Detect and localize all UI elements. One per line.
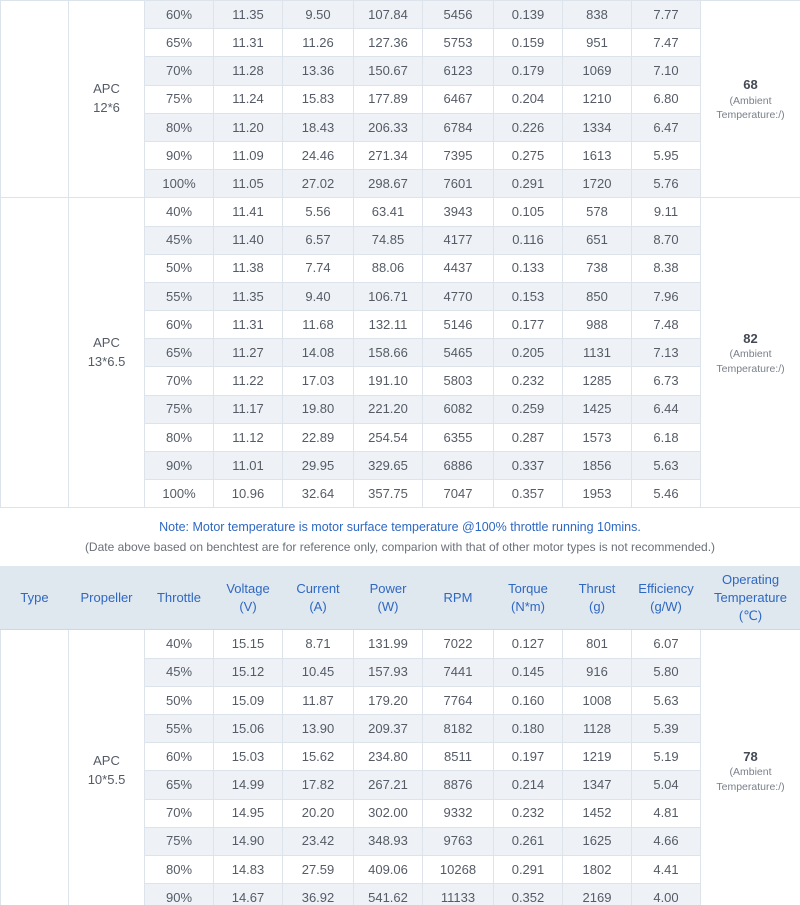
thrust-cell: 1613 <box>563 141 632 169</box>
throttle-cell: 40% <box>145 198 214 226</box>
throttle-cell: 70% <box>145 57 214 85</box>
throttle-cell: 90% <box>145 884 214 905</box>
header-operating-temperature <box>701 567 800 630</box>
power-cell: 234.80 <box>354 743 423 771</box>
thrust-cell: 738 <box>563 254 632 282</box>
power-cell: 267.21 <box>354 771 423 799</box>
current-cell: 9.40 <box>283 282 354 310</box>
throttle-cell: 75% <box>145 827 214 855</box>
torque-cell: 0.205 <box>494 339 563 367</box>
torque-cell: 0.153 <box>494 282 563 310</box>
propeller-cell <box>69 630 145 905</box>
rpm-cell: 9763 <box>423 827 494 855</box>
voltage-cell: 11.05 <box>214 170 283 198</box>
efficiency-cell: 5.80 <box>632 658 701 686</box>
voltage-cell: 15.06 <box>214 714 283 742</box>
torque-cell: 0.105 <box>494 198 563 226</box>
efficiency-cell: 4.41 <box>632 855 701 883</box>
thrust-cell: 801 <box>563 630 632 658</box>
rpm-cell: 6467 <box>423 85 494 113</box>
propeller-label: 10*5.5 <box>87 771 126 787</box>
rpm-cell: 6082 <box>423 395 494 423</box>
efficiency-cell: 7.13 <box>632 339 701 367</box>
power-cell: 63.41 <box>354 198 423 226</box>
rpm-cell: 4177 <box>423 226 494 254</box>
rpm-cell: 5465 <box>423 339 494 367</box>
efficiency-cell: 5.63 <box>632 452 701 480</box>
torque-cell: 0.139 <box>494 1 563 29</box>
thrust-cell: 1069 <box>563 57 632 85</box>
header-label: Voltage <box>226 581 270 597</box>
voltage-cell: 14.95 <box>214 799 283 827</box>
throttle-cell: 60% <box>145 743 214 771</box>
power-cell: 150.67 <box>354 57 423 85</box>
temperature-note: (Ambient <box>729 348 772 361</box>
header-voltage <box>214 567 283 630</box>
current-cell: 17.03 <box>283 367 354 395</box>
rpm-cell: 5456 <box>423 1 494 29</box>
current-cell: 5.56 <box>283 198 354 226</box>
thrust-cell: 838 <box>563 1 632 29</box>
torque-cell: 0.179 <box>494 57 563 85</box>
throttle-cell: 70% <box>145 799 214 827</box>
test-data-table-bottom <box>0 566 800 905</box>
power-cell: 131.99 <box>354 630 423 658</box>
torque-cell: 0.337 <box>494 452 563 480</box>
voltage-cell: 11.20 <box>214 113 283 141</box>
voltage-cell: 11.27 <box>214 339 283 367</box>
rpm-cell: 6886 <box>423 452 494 480</box>
current-cell: 27.59 <box>283 855 354 883</box>
current-cell: 24.46 <box>283 141 354 169</box>
efficiency-cell: 7.48 <box>632 311 701 339</box>
efficiency-cell: 6.80 <box>632 85 701 113</box>
temperature-note: (Ambient <box>729 94 772 107</box>
voltage-cell: 14.67 <box>214 884 283 905</box>
efficiency-cell: 5.04 <box>632 771 701 799</box>
power-cell: 329.65 <box>354 452 423 480</box>
throttle-cell: 50% <box>145 686 214 714</box>
operating-temperature-cell <box>701 1 800 198</box>
header-label: (A) <box>309 599 327 615</box>
efficiency-cell: 7.77 <box>632 1 701 29</box>
table-row <box>1 198 800 226</box>
header-efficiency <box>632 567 701 630</box>
torque-cell: 0.261 <box>494 827 563 855</box>
power-cell: 127.36 <box>354 29 423 57</box>
throttle-cell: 80% <box>145 423 214 451</box>
power-cell: 191.10 <box>354 367 423 395</box>
efficiency-cell: 7.47 <box>632 29 701 57</box>
rpm-cell: 7022 <box>423 630 494 658</box>
power-cell: 348.93 <box>354 827 423 855</box>
current-cell: 15.83 <box>283 85 354 113</box>
efficiency-cell: 5.19 <box>632 743 701 771</box>
voltage-cell: 11.41 <box>214 198 283 226</box>
type-cell <box>1 630 69 905</box>
power-cell: 209.37 <box>354 714 423 742</box>
thrust-cell: 1131 <box>563 339 632 367</box>
efficiency-cell: 5.76 <box>632 170 701 198</box>
rpm-cell: 9332 <box>423 799 494 827</box>
header-label: Thrust <box>578 581 616 597</box>
temperature-value: 68 <box>743 77 758 93</box>
torque-cell: 0.145 <box>494 658 563 686</box>
header-current <box>283 567 354 630</box>
efficiency-cell: 5.63 <box>632 686 701 714</box>
rpm-cell: 6784 <box>423 113 494 141</box>
header-label: Type <box>20 590 49 606</box>
efficiency-cell: 5.46 <box>632 480 701 508</box>
voltage-cell: 11.28 <box>214 57 283 85</box>
power-cell: 74.85 <box>354 226 423 254</box>
power-cell: 206.33 <box>354 113 423 141</box>
header-label: Power <box>369 581 407 597</box>
propeller-label: APC <box>93 81 120 97</box>
header-throttle <box>145 567 214 630</box>
temperature-note: Temperature:/) <box>716 780 785 793</box>
current-cell: 32.64 <box>283 480 354 508</box>
voltage-cell: 15.03 <box>214 743 283 771</box>
throttle-cell: 80% <box>145 113 214 141</box>
rpm-cell: 7395 <box>423 141 494 169</box>
power-cell: 157.93 <box>354 658 423 686</box>
header-label: (N*m) <box>511 599 545 615</box>
thrust-cell: 1128 <box>563 714 632 742</box>
thrust-cell: 951 <box>563 29 632 57</box>
rpm-cell: 6123 <box>423 57 494 85</box>
temperature-note: Temperature:/) <box>716 108 785 121</box>
voltage-cell: 11.31 <box>214 29 283 57</box>
torque-cell: 0.127 <box>494 630 563 658</box>
rpm-cell: 8182 <box>423 714 494 742</box>
rpm-cell: 7601 <box>423 170 494 198</box>
throttle-cell: 65% <box>145 771 214 799</box>
section2-body <box>1 630 800 905</box>
efficiency-cell: 8.38 <box>632 254 701 282</box>
efficiency-cell: 4.81 <box>632 799 701 827</box>
throttle-cell: 55% <box>145 282 214 310</box>
rpm-cell: 10268 <box>423 855 494 883</box>
torque-cell: 0.180 <box>494 714 563 742</box>
voltage-cell: 11.38 <box>214 254 283 282</box>
header-label: (g/W) <box>650 599 682 615</box>
throttle-cell: 100% <box>145 480 214 508</box>
current-cell: 7.74 <box>283 254 354 282</box>
header-label: Torque <box>508 581 548 597</box>
torque-cell: 0.159 <box>494 29 563 57</box>
thrust-cell: 1802 <box>563 855 632 883</box>
voltage-cell: 15.12 <box>214 658 283 686</box>
current-cell: 8.71 <box>283 630 354 658</box>
current-cell: 36.92 <box>283 884 354 905</box>
rpm-cell: 3943 <box>423 198 494 226</box>
current-cell: 11.68 <box>283 311 354 339</box>
thrust-cell: 1425 <box>563 395 632 423</box>
rpm-cell: 6355 <box>423 423 494 451</box>
note-block <box>0 508 800 566</box>
operating-temperature-cell <box>701 630 800 905</box>
throttle-cell: 90% <box>145 141 214 169</box>
efficiency-cell: 5.39 <box>632 714 701 742</box>
throttle-cell: 100% <box>145 170 214 198</box>
thrust-cell: 1210 <box>563 85 632 113</box>
torque-cell: 0.275 <box>494 141 563 169</box>
torque-cell: 0.291 <box>494 855 563 883</box>
current-cell: 20.20 <box>283 799 354 827</box>
current-cell: 11.26 <box>283 29 354 57</box>
table-row <box>1 630 800 658</box>
throttle-cell: 55% <box>145 714 214 742</box>
voltage-cell: 10.96 <box>214 480 283 508</box>
current-cell: 17.82 <box>283 771 354 799</box>
rpm-cell: 8876 <box>423 771 494 799</box>
temperature-value: 82 <box>743 330 758 346</box>
current-cell: 10.45 <box>283 658 354 686</box>
header-rpm <box>423 567 494 630</box>
note-main: Note: Motor temperature is motor surface temperature @100% throttle running 10mins. <box>159 520 641 535</box>
thrust-cell: 1856 <box>563 452 632 480</box>
current-cell: 9.50 <box>283 1 354 29</box>
throttle-cell: 75% <box>145 85 214 113</box>
voltage-cell: 14.99 <box>214 771 283 799</box>
temperature-value: 78 <box>743 748 758 764</box>
power-cell: 107.84 <box>354 1 423 29</box>
note-sub: (Date above based on benchtest are for reference only, comparion with that of other motor types is not recommended.) <box>84 540 716 555</box>
power-cell: 541.62 <box>354 884 423 905</box>
propeller-label: APC <box>93 335 120 350</box>
throttle-cell: 45% <box>145 658 214 686</box>
throttle-cell: 40% <box>145 630 214 658</box>
thrust-cell: 1285 <box>563 367 632 395</box>
voltage-cell: 14.90 <box>214 827 283 855</box>
header-type <box>1 567 69 630</box>
current-cell: 15.62 <box>283 743 354 771</box>
thrust-cell: 1720 <box>563 170 632 198</box>
temperature-note: Temperature:/) <box>716 362 785 375</box>
throttle-cell: 65% <box>145 29 214 57</box>
voltage-cell: 11.22 <box>214 367 283 395</box>
propeller-cell <box>69 1 145 198</box>
type-cell <box>1 1 69 198</box>
propeller-label: APC <box>93 752 120 768</box>
torque-cell: 0.214 <box>494 771 563 799</box>
temperature-note: (Ambient <box>729 766 772 779</box>
header-label: (V) <box>239 599 257 615</box>
table-header-row <box>1 567 800 630</box>
header-thrust <box>563 567 632 630</box>
power-cell: 132.11 <box>354 311 423 339</box>
header-label: Current <box>296 581 340 597</box>
power-cell: 221.20 <box>354 395 423 423</box>
type-cell <box>1 198 69 508</box>
voltage-cell: 14.83 <box>214 855 283 883</box>
thrust-cell: 2169 <box>563 884 632 905</box>
voltage-cell: 11.35 <box>214 282 283 310</box>
power-cell: 106.71 <box>354 282 423 310</box>
throttle-cell: 45% <box>145 226 214 254</box>
efficiency-cell: 4.00 <box>632 884 701 905</box>
rpm-cell: 7441 <box>423 658 494 686</box>
power-cell: 409.06 <box>354 855 423 883</box>
torque-cell: 0.177 <box>494 311 563 339</box>
voltage-cell: 11.40 <box>214 226 283 254</box>
voltage-cell: 11.24 <box>214 85 283 113</box>
thrust-cell: 1219 <box>563 743 632 771</box>
current-cell: 23.42 <box>283 827 354 855</box>
power-cell: 357.75 <box>354 480 423 508</box>
efficiency-cell: 5.95 <box>632 141 701 169</box>
torque-cell: 0.232 <box>494 367 563 395</box>
torque-cell: 0.259 <box>494 395 563 423</box>
power-cell: 179.20 <box>354 686 423 714</box>
torque-cell: 0.160 <box>494 686 563 714</box>
rpm-cell: 8511 <box>423 743 494 771</box>
torque-cell: 0.226 <box>494 113 563 141</box>
thrust-cell: 1334 <box>563 113 632 141</box>
header-label: (g) <box>589 599 605 615</box>
voltage-cell: 11.31 <box>214 311 283 339</box>
torque-cell: 0.133 <box>494 254 563 282</box>
thrust-cell: 916 <box>563 658 632 686</box>
rpm-cell: 7764 <box>423 686 494 714</box>
voltage-cell: 11.09 <box>214 141 283 169</box>
current-cell: 18.43 <box>283 113 354 141</box>
efficiency-cell: 7.96 <box>632 282 701 310</box>
efficiency-cell: 6.18 <box>632 423 701 451</box>
operating-temperature-cell <box>701 198 800 508</box>
power-cell: 177.89 <box>354 85 423 113</box>
rpm-cell: 11133 <box>423 884 494 905</box>
rpm-cell: 5803 <box>423 367 494 395</box>
propeller-label: 12*6 <box>93 100 120 116</box>
torque-cell: 0.357 <box>494 480 563 508</box>
thrust-cell: 850 <box>563 282 632 310</box>
power-cell: 302.00 <box>354 799 423 827</box>
thrust-cell: 988 <box>563 311 632 339</box>
efficiency-cell: 6.44 <box>632 395 701 423</box>
thrust-cell: 1625 <box>563 827 632 855</box>
header-label: (℃) <box>738 608 763 624</box>
efficiency-cell: 6.47 <box>632 113 701 141</box>
voltage-cell: 11.12 <box>214 423 283 451</box>
rpm-cell: 7047 <box>423 480 494 508</box>
throttle-cell: 75% <box>145 395 214 423</box>
power-cell: 254.54 <box>354 423 423 451</box>
voltage-cell: 11.01 <box>214 452 283 480</box>
torque-cell: 0.232 <box>494 799 563 827</box>
throttle-cell: 60% <box>145 1 214 29</box>
voltage-cell: 15.09 <box>214 686 283 714</box>
header-label: Temperature <box>714 590 787 606</box>
header-label: Efficiency <box>638 581 694 597</box>
thrust-cell: 1452 <box>563 799 632 827</box>
header-label: (W) <box>377 599 399 615</box>
thrust-cell: 1573 <box>563 423 632 451</box>
rpm-cell: 5753 <box>423 29 494 57</box>
current-cell: 27.02 <box>283 170 354 198</box>
header-power <box>354 567 423 630</box>
torque-cell: 0.204 <box>494 85 563 113</box>
efficiency-cell: 6.07 <box>632 630 701 658</box>
torque-cell: 0.116 <box>494 226 563 254</box>
current-cell: 11.87 <box>283 686 354 714</box>
voltage-cell: 11.17 <box>214 395 283 423</box>
efficiency-cell: 6.73 <box>632 367 701 395</box>
header-torque <box>494 567 563 630</box>
thrust-cell: 1953 <box>563 480 632 508</box>
power-cell: 271.34 <box>354 141 423 169</box>
current-cell: 29.95 <box>283 452 354 480</box>
efficiency-cell: 4.66 <box>632 827 701 855</box>
section1-body <box>1 1 800 508</box>
throttle-cell: 65% <box>145 339 214 367</box>
power-cell: 298.67 <box>354 170 423 198</box>
rpm-cell: 4437 <box>423 254 494 282</box>
header-label: Throttle <box>156 590 202 606</box>
current-cell: 13.36 <box>283 57 354 85</box>
rpm-cell: 4770 <box>423 282 494 310</box>
header-propeller <box>69 567 145 630</box>
efficiency-cell: 8.70 <box>632 226 701 254</box>
thrust-cell: 1347 <box>563 771 632 799</box>
header-label: Propeller <box>80 590 133 606</box>
voltage-cell: 11.35 <box>214 1 283 29</box>
rpm-cell: 5146 <box>423 311 494 339</box>
current-cell: 22.89 <box>283 423 354 451</box>
torque-cell: 0.287 <box>494 423 563 451</box>
throttle-cell: 80% <box>145 855 214 883</box>
current-cell: 14.08 <box>283 339 354 367</box>
throttle-cell: 50% <box>145 254 214 282</box>
thrust-cell: 1008 <box>563 686 632 714</box>
efficiency-cell: 7.10 <box>632 57 701 85</box>
thrust-cell: 578 <box>563 198 632 226</box>
current-cell: 19.80 <box>283 395 354 423</box>
torque-cell: 0.197 <box>494 743 563 771</box>
throttle-cell: 70% <box>145 367 214 395</box>
torque-cell: 0.291 <box>494 170 563 198</box>
propeller-cell <box>69 198 145 508</box>
torque-cell: 0.352 <box>494 884 563 905</box>
voltage-cell: 15.15 <box>214 630 283 658</box>
throttle-cell: 90% <box>145 452 214 480</box>
table-row <box>1 1 800 29</box>
propeller-label: 13*6.5 <box>87 353 126 369</box>
power-cell: 88.06 <box>354 254 423 282</box>
power-cell: 158.66 <box>354 339 423 367</box>
current-cell: 13.90 <box>283 714 354 742</box>
efficiency-cell: 9.11 <box>632 198 701 226</box>
throttle-cell: 60% <box>145 311 214 339</box>
header-label: Operating <box>721 572 780 588</box>
thrust-cell: 651 <box>563 226 632 254</box>
header-label: RPM <box>443 590 473 606</box>
current-cell: 6.57 <box>283 226 354 254</box>
